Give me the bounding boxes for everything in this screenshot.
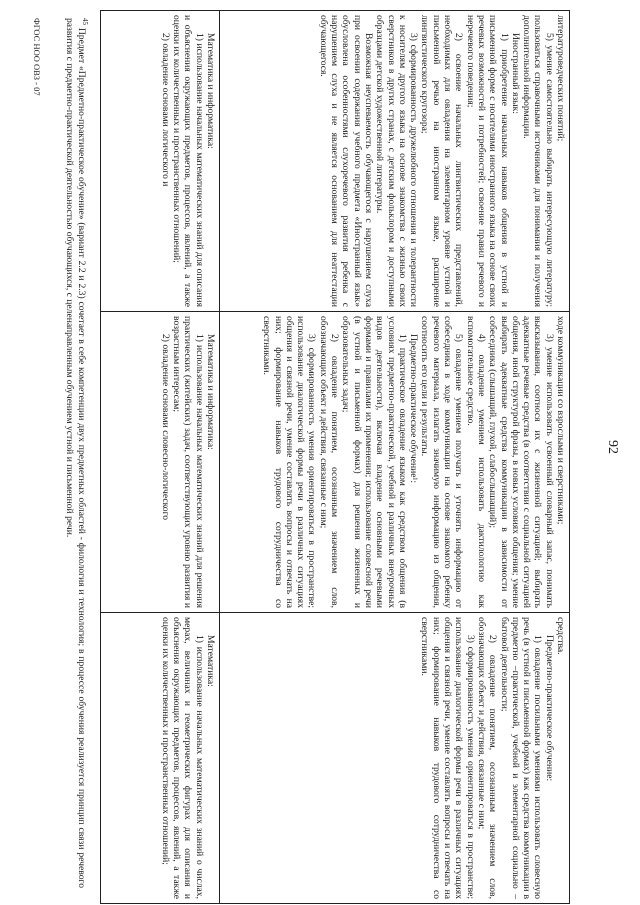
paragraph: 2) овладение понятием, осознанным значением слов, обозначающих объект и действия, связанные с ним; [475, 617, 499, 899]
page-number: 92 [605, 440, 620, 454]
cell-col2-row1 [220, 312, 570, 613]
section-heading: Предметно-практическое обучение¹: [408, 334, 420, 484]
cell-col3-row2 [101, 613, 220, 904]
footnote-marker: 45 [81, 18, 89, 25]
cell-col1-row1 [220, 11, 570, 312]
section-heading: Предметно-практическое обучение: [543, 635, 555, 782]
section-heading: Математика и информатика: [205, 33, 216, 149]
paragraph: 2) овладение основами словесно-логического [159, 334, 171, 521]
paragraph: 1) практическое овладение языком как средством общения (в условиях предметно-практической, учебной и различных внеурочных видов деятельности), включая владение основными речевыми формами и правилами их применения; использование словесной речи (в устной и письменной формах) для решения жизненных и образовательных задач; [340, 316, 408, 608]
paragraph: 4) овладение умением использовать дактилологию как вспомогательное средство. [464, 316, 487, 608]
paragraph: ходе коммуникации со взрослыми и сверстниками; [555, 316, 566, 525]
paragraph: 1) овладение посильными умениями использовать словесную речь (в устной и письменной формах) как средства коммуникации в предметно –практической, учебной и элементарной социально –бытовой деятельности; [498, 617, 544, 899]
table-row [101, 11, 220, 904]
cell-col2-row2 [101, 312, 220, 613]
paragraph: 2) овладение понятием, осознанным значением слов, обозначающих объект и действия, связанные с ним; [317, 316, 341, 608]
paragraph: 5) умение самостоятельно выбирать интересующую литературу; пользоваться справочными источниками для понимания и получения дополнительной информации. [521, 15, 555, 307]
requirements-table [100, 10, 570, 904]
paragraph: литературоведческих понятий; [555, 15, 566, 142]
paragraph: Возможная неуспеваемость обучающегося с нарушением слуха при освоении содержания учебного предмета «Иностранный язык» обусловлена особенностями слухоречевого развития ребенка с нарушением слуха и не является основанием для неаттестации обучающегося. [317, 15, 374, 307]
table-row [220, 11, 570, 904]
footer-code: ФГОС НОО ОВЗ - 07 [32, 18, 42, 96]
footnote [64, 18, 90, 888]
section-heading: Математика: [205, 635, 216, 687]
paragraph: 1) использование начальных математических знаний о числах, мерах, величинах и геометрических фигурах для описания и объяснения окружающих предметов, процессов, явлений, а также оценки их количественных и пространственных отношений; [159, 617, 205, 899]
paragraph: 1) использование начальных математических знаний для решения практических (житейских) задач, соответствующих уровню развития и возрастным интересам; [171, 316, 205, 608]
section-heading: Иностранный язык: [509, 33, 521, 114]
paragraph: 2) освоение начальных лингвистических представлений, необходимых для овладения на элементарном уровне устной и письменной речью на иностранном языке, расширение лингвистического кругозора; [419, 15, 465, 307]
paragraph: 1) приобретение начальных навыков общения в устной и письменной форме с носителями иностранного языка на основе своих речевых возможностей и потребностей; освоение правил речевого и неречевого поведения; [464, 15, 510, 307]
footnote-text: Предмет «Предметно-практическое обучение» (вариант 2.2 и 2.3) сочетает в себе компетенции двух предметных областей - филология и технология; в процессе обучения реализуется принцип связи речевого развития с предметно-практической деятельностью обучающихся, с целенаправленным обучением устной и письменной речи. [64, 18, 87, 888]
paragraph: 3) сформированность умения ориентироваться в пространстве; использование диалогической формы речи в различных ситуациях общения и связной речи, умение составлять вопросы и отвечать на них; формирование навыков трудового сотрудничества со сверстниками. [419, 617, 476, 899]
paragraph: средства. [555, 617, 566, 655]
paragraph: 1) использование начальных математических знаний для описания и объяснения окружающих предметов, процессов, явлений, а также оценки их количественных и пространственных отношений; [171, 15, 205, 307]
paragraph: 2) овладение основами логического и [159, 33, 171, 187]
section-heading: Математика и информатика: [205, 334, 216, 450]
paragraph: 3) сформированность дружелюбного отношения и толерантности к носителям другого языка на основе знакомства с жизнью своих сверстников в других странах, с детским фольклором и доступными образцами детской художественной литературы. [374, 15, 420, 307]
cell-col1-row2 [101, 11, 220, 312]
paragraph: 5) овладение умением получать и уточнять информацию от собеседника в ходе коммуникации на основе знакомого ребенку речевого материала, излагать значимую информацию из общения, соотносить его цели и результаты. [419, 316, 465, 608]
paragraph: 3) сформированность умения ориентироваться в пространстве; использование диалогической формы речи в различных ситуациях общения и связной речи, умение составлять вопросы и отвечать на них; формирование навыков трудового сотрудничества со сверстниками. [261, 316, 318, 608]
paragraph: 3) умение использовать усвоенный словарный запас, понимать высказывания, соотнося их с жизненной ситуацией; выбирать адекватные речевые средства (в соответствии с социальной ситуацией общения, иной структурой фразы, в новых условиях общения; умение выбирать адекватные средства коммуникации в зависимости от собеседника (слышащий, глухой, слабослышащий); [487, 316, 555, 608]
cell-col3-row1 [220, 613, 570, 904]
